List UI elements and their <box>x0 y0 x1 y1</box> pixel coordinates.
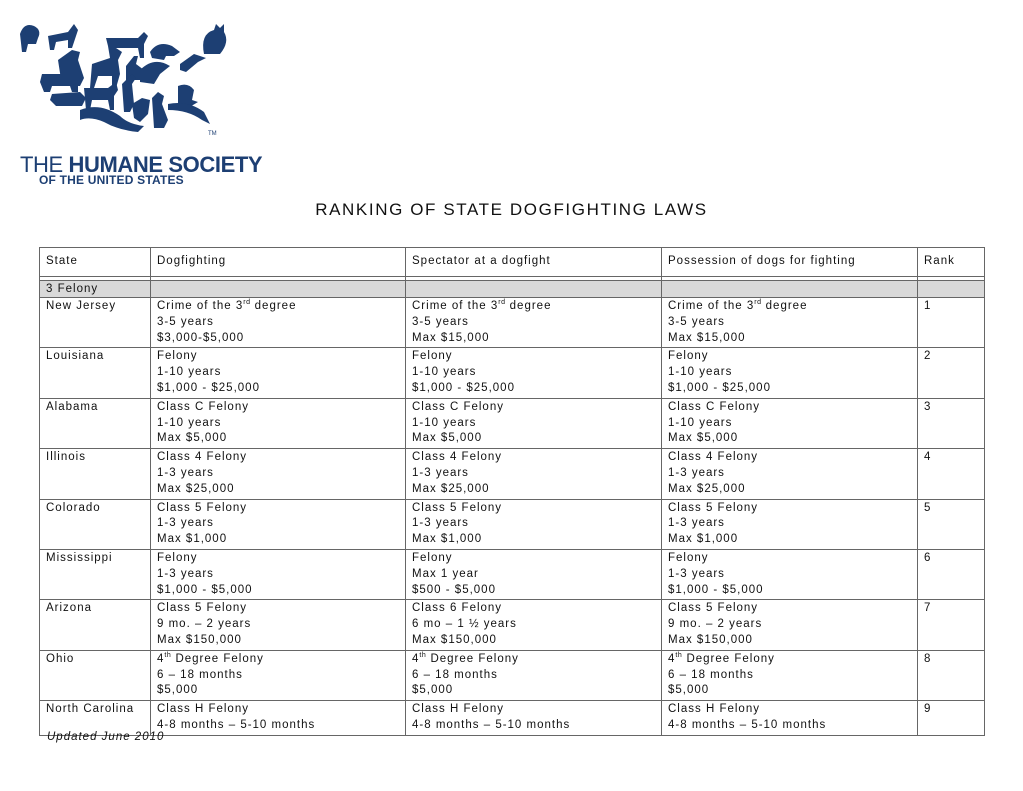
table-row <box>40 499 985 549</box>
cell-line: 1-10 years <box>157 416 222 429</box>
cell-line: Class C Felony <box>157 400 249 413</box>
cell-line: 3-5 years <box>668 315 725 328</box>
table-row <box>40 449 985 499</box>
ordinal-suffix: rd <box>498 299 506 306</box>
header-dogfighting: Dogfighting <box>151 248 406 277</box>
cell-line: 1-3 years <box>668 517 725 530</box>
cell-line: 9 mo. – 2 years <box>157 618 252 631</box>
ordinal-suffix: th <box>675 651 683 659</box>
hsus-logo <box>18 14 263 187</box>
cell-line: 1-10 years <box>668 416 733 429</box>
cell-dogfighting <box>151 499 406 549</box>
cell-state: Louisiana <box>40 348 151 398</box>
cell-rank: 8 <box>918 650 985 700</box>
cell-line: $5,000 <box>157 684 199 697</box>
table-row <box>40 650 985 700</box>
table-row <box>40 348 985 398</box>
cell-line: Class H Felony <box>668 703 760 716</box>
cell-possession <box>662 348 918 398</box>
cell-line: 1-3 years <box>157 567 214 580</box>
cell-dogfighting <box>151 650 406 700</box>
cell-rank: 6 <box>918 549 985 599</box>
cell-line <box>157 652 399 668</box>
cell-line: Class C Felony <box>412 400 504 413</box>
cell-line <box>412 299 655 315</box>
cell-line: $500 - $5,000 <box>412 583 496 596</box>
cell-line: Class C Felony <box>668 400 760 413</box>
cell-line: 1-3 years <box>412 466 469 479</box>
cell-line: Max $1,000 <box>157 533 228 546</box>
cell-line: Max $15,000 <box>668 331 746 344</box>
table-row <box>40 701 985 736</box>
cell-possession <box>662 701 918 736</box>
cell-rank: 5 <box>918 499 985 549</box>
cell-line: Class 5 Felony <box>668 501 759 514</box>
table-row <box>40 298 985 348</box>
cell-line: Max $150,000 <box>412 633 497 646</box>
header-state: State <box>40 248 151 277</box>
cell-line: 1-3 years <box>157 466 214 479</box>
cell-line <box>668 652 911 668</box>
cell-text: 4 <box>157 652 165 665</box>
cell-possession <box>662 449 918 499</box>
cell-line: 6 – 18 months <box>412 668 498 681</box>
cell-possession <box>662 499 918 549</box>
cell-line: 4-8 months – 5-10 months <box>668 718 827 731</box>
cell-line: 4-8 months – 5-10 months <box>157 718 316 731</box>
dogfighting-laws-table <box>39 247 985 736</box>
cell-text: degree <box>761 300 808 312</box>
cell-spectator <box>406 701 662 736</box>
cell-line: Max $1,000 <box>668 533 739 546</box>
cell-possession <box>662 298 918 348</box>
cell-rank: 1 <box>918 298 985 348</box>
cell-possession <box>662 398 918 448</box>
cell-text: 4 <box>668 652 676 665</box>
cell-line: 1-10 years <box>412 366 477 379</box>
cell-line: Felony <box>412 551 453 564</box>
cell-line: $1,000 - $25,000 <box>668 381 771 394</box>
cell-state: Illinois <box>40 449 151 499</box>
cell-text: Crime of the 3 <box>668 300 755 312</box>
cell-text: Degree Felony <box>171 652 264 665</box>
cell-possession <box>662 549 918 599</box>
table-row <box>40 549 985 599</box>
cell-text: 4 <box>412 652 420 665</box>
cell-line: Max $5,000 <box>668 432 739 445</box>
cell-line: Class 6 Felony <box>412 602 503 615</box>
cell-line: 1-3 years <box>668 466 725 479</box>
cell-line: Max $15,000 <box>412 331 490 344</box>
cell-spectator <box>406 600 662 650</box>
cell-line: $3,000-$5,000 <box>157 331 245 344</box>
cell-rank: 7 <box>918 600 985 650</box>
cell-rank: 2 <box>918 348 985 398</box>
cell-rank: 9 <box>918 701 985 736</box>
cell-line: Class 4 Felony <box>157 451 248 464</box>
ordinal-suffix: th <box>164 651 172 659</box>
cell-spectator <box>406 298 662 348</box>
cell-dogfighting <box>151 549 406 599</box>
cell-line: Class 5 Felony <box>412 501 503 514</box>
cell-line: $1,000 - $5,000 <box>157 583 253 596</box>
cell-line: 1-3 years <box>157 517 214 530</box>
cell-line: $1,000 - $25,000 <box>412 381 515 394</box>
cell-line: 3-5 years <box>157 315 214 328</box>
cell-line: 9 mo. – 2 years <box>668 618 763 631</box>
header-possession: Possession of dogs for fighting <box>662 248 918 277</box>
cell-dogfighting <box>151 348 406 398</box>
cell-text: degree <box>250 300 297 312</box>
cell-state: Alabama <box>40 398 151 448</box>
header-rank: Rank <box>918 248 985 277</box>
cell-line: 1-3 years <box>668 567 725 580</box>
cell-dogfighting <box>151 600 406 650</box>
cell-line: Class H Felony <box>157 703 249 716</box>
cell-line: Felony <box>668 551 709 564</box>
ordinal-suffix: rd <box>754 299 762 306</box>
cell-line: Max $150,000 <box>668 633 753 646</box>
cell-possession <box>662 650 918 700</box>
cell-possession <box>662 600 918 650</box>
cell-state: Ohio <box>40 650 151 700</box>
cell-line: Max $25,000 <box>412 482 490 495</box>
ordinal-suffix: rd <box>243 299 251 306</box>
cell-state: Arizona <box>40 600 151 650</box>
cell-dogfighting <box>151 449 406 499</box>
table-body <box>40 277 985 736</box>
cell-line: $1,000 - $5,000 <box>668 583 764 596</box>
cell-line: Class 5 Felony <box>157 501 248 514</box>
logo-name-part2: HUMANE SOCIETY <box>68 152 263 177</box>
cell-state: New Jersey <box>40 298 151 348</box>
cell-spectator <box>406 499 662 549</box>
cell-line: Felony <box>157 551 198 564</box>
cell-dogfighting <box>151 398 406 448</box>
cell-line: $5,000 <box>668 684 710 697</box>
cell-text: degree <box>505 300 552 312</box>
group-row <box>40 281 985 298</box>
cell-spectator <box>406 449 662 499</box>
logo-name-part1: THE <box>20 152 69 177</box>
cell-line: 1-10 years <box>157 366 222 379</box>
header-spectator: Spectator at a dogfight <box>406 248 662 277</box>
cell-spectator <box>406 348 662 398</box>
cell-rank: 3 <box>918 398 985 448</box>
cell-rank: 4 <box>918 449 985 499</box>
cell-state: Mississippi <box>40 549 151 599</box>
cell-line: Class 5 Felony <box>157 602 248 615</box>
cell-line: Max $1,000 <box>412 533 483 546</box>
logo-subtitle: OF THE UNITED STATES <box>39 173 184 187</box>
table-row <box>40 398 985 448</box>
cell-line: Max $5,000 <box>412 432 483 445</box>
cell-line: Max $25,000 <box>157 482 235 495</box>
cell-line: 6 – 18 months <box>157 668 243 681</box>
group-label: 3 Felony <box>40 281 151 298</box>
cell-state: North Carolina <box>40 701 151 736</box>
cell-line <box>412 652 655 668</box>
cell-line: $5,000 <box>412 684 454 697</box>
table-header-row <box>40 248 985 277</box>
cell-line: 1-3 years <box>412 517 469 530</box>
cell-line: Felony <box>157 350 198 363</box>
cell-line: 6 – 18 months <box>668 668 754 681</box>
cell-text: Crime of the 3 <box>157 300 244 312</box>
page-title: RANKING OF STATE DOGFIGHTING LAWS <box>315 200 708 219</box>
cell-state: Colorado <box>40 499 151 549</box>
cell-line: Felony <box>412 350 453 363</box>
cell-line: Max $25,000 <box>668 482 746 495</box>
cell-line <box>157 299 399 315</box>
trademark-mark: TM <box>208 131 217 137</box>
cell-line: Class 5 Felony <box>668 602 759 615</box>
table-row <box>40 600 985 650</box>
ordinal-suffix: th <box>419 651 427 659</box>
cell-line: Max 1 year <box>412 567 479 580</box>
cell-line: Max $150,000 <box>157 633 242 646</box>
cell-dogfighting <box>151 298 406 348</box>
cell-line: Class 4 Felony <box>412 451 503 464</box>
cell-line: Class 4 Felony <box>668 451 759 464</box>
cell-line: 3-5 years <box>412 315 469 328</box>
cell-spectator <box>406 650 662 700</box>
animal-silhouettes-map-icon <box>18 14 233 139</box>
cell-line: 4-8 months – 5-10 months <box>412 718 571 731</box>
cell-spectator <box>406 549 662 599</box>
updated-note: Updated June 2010 <box>47 731 165 743</box>
cell-line: 1-10 years <box>412 416 477 429</box>
cell-spectator <box>406 398 662 448</box>
cell-text: Degree Felony <box>682 652 775 665</box>
cell-line: 1-10 years <box>668 366 733 379</box>
cell-line: 6 mo – 1 ½ years <box>412 618 517 631</box>
cell-text: Degree Felony <box>426 652 519 665</box>
cell-line: Felony <box>668 350 709 363</box>
cell-text: Crime of the 3 <box>412 300 499 312</box>
cell-line: Class H Felony <box>412 703 504 716</box>
cell-line <box>668 299 911 315</box>
cell-dogfighting <box>151 701 406 736</box>
cell-line: Max $5,000 <box>157 432 228 445</box>
cell-line: $1,000 - $25,000 <box>157 381 260 394</box>
